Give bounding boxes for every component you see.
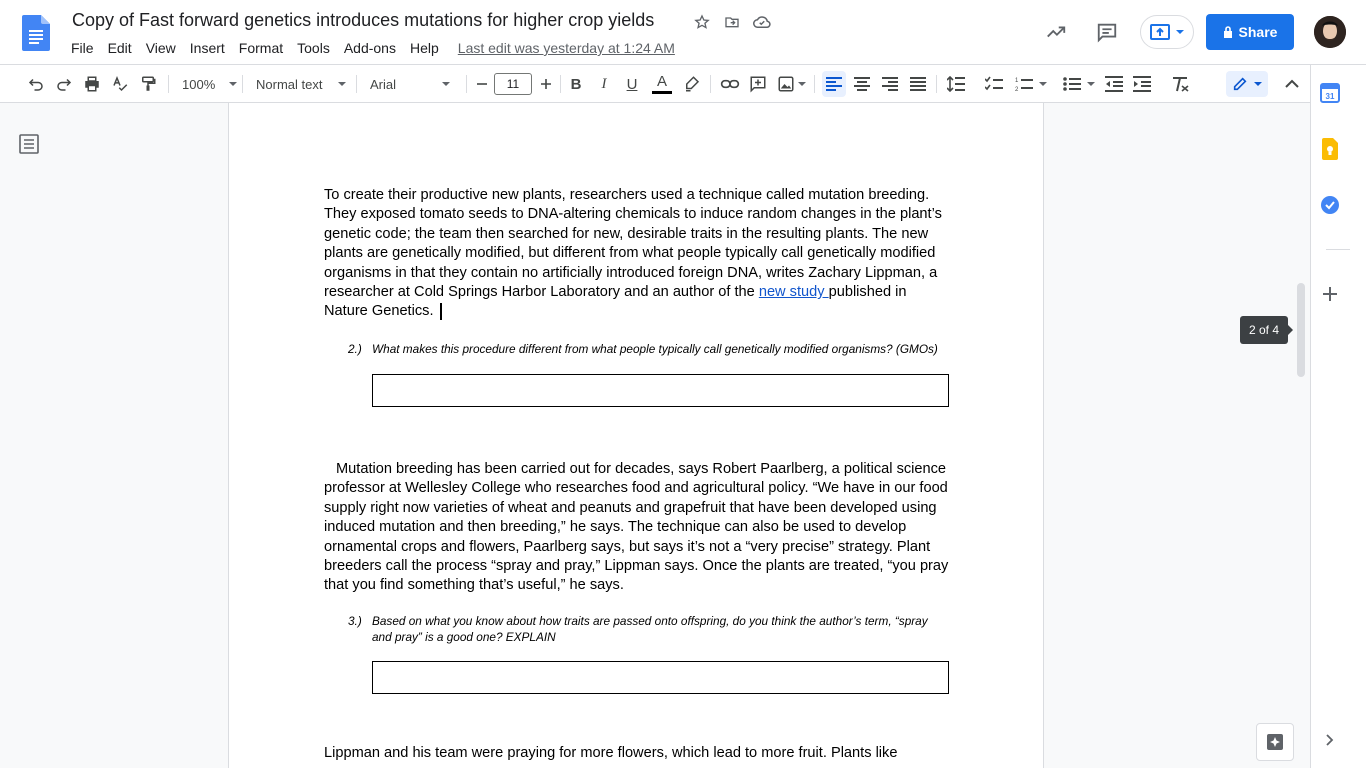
bold-icon[interactable]: B (570, 75, 582, 93)
side-panel (1310, 65, 1366, 768)
app-header (0, 0, 1366, 65)
lock-icon (1223, 26, 1233, 38)
menu-edit[interactable]: Edit (107, 40, 132, 56)
explore-icon[interactable] (1256, 723, 1294, 761)
expand-panel-icon[interactable] (1318, 728, 1342, 752)
answer-box-2[interactable] (372, 374, 949, 407)
menu-format[interactable]: Format (238, 40, 284, 56)
insert-image-icon[interactable] (774, 71, 808, 97)
activity-trend-icon[interactable] (1042, 18, 1070, 46)
para1-tail: published in Nature Genetics. (324, 284, 907, 320)
toolbar (0, 65, 1310, 103)
bulleted-list-icon[interactable] (1058, 71, 1100, 97)
chevron-down-icon (1176, 30, 1184, 34)
share-label: Share (1238, 24, 1278, 40)
decrease-font-size-button[interactable] (472, 71, 492, 97)
italic-icon[interactable]: I (601, 75, 607, 92)
document-title[interactable]: Copy of Fast forward genetics introduces mutations for higher crop yields (72, 10, 655, 30)
zoom-select[interactable] (176, 71, 238, 97)
question-2 (348, 342, 948, 358)
align-center-icon[interactable] (850, 71, 874, 97)
docs-logo-icon[interactable] (22, 15, 50, 51)
checklist-icon[interactable] (982, 71, 1006, 97)
question-number: 3.) (348, 614, 362, 628)
line-spacing-icon[interactable] (944, 71, 968, 97)
text-cursor (440, 303, 442, 320)
outline-icon[interactable] (19, 134, 39, 154)
menu-insert[interactable]: Insert (189, 40, 225, 56)
font-select[interactable] (364, 71, 462, 97)
cloud-saved-icon[interactable] (752, 12, 772, 32)
style-value: Normal text (256, 76, 323, 92)
last-edit-link[interactable]: Last edit was yesterday at 1:24 AM (457, 40, 675, 56)
scrollbar[interactable] (1297, 283, 1305, 377)
svg-text:1: 1 (1015, 78, 1019, 84)
calendar-icon[interactable] (1318, 81, 1342, 105)
question-3 (348, 614, 948, 645)
paragraph-1[interactable] (324, 186, 952, 322)
clear-formatting-icon[interactable] (1168, 71, 1192, 97)
tasks-icon[interactable] (1318, 193, 1342, 217)
zoom-value: 100% (182, 76, 216, 92)
page-indicator: 2 of 4 (1240, 316, 1288, 344)
share-button[interactable] (1206, 14, 1294, 50)
menu-addons[interactable]: Add-ons (343, 40, 396, 56)
align-left-icon[interactable] (822, 71, 846, 97)
spellcheck-icon[interactable] (108, 71, 132, 97)
answer-box-3[interactable] (372, 661, 949, 694)
increase-indent-icon[interactable] (1130, 71, 1154, 97)
justify-icon[interactable] (906, 71, 930, 97)
font-value: Arial (370, 76, 397, 92)
align-right-icon[interactable] (878, 71, 902, 97)
increase-font-size-button[interactable] (536, 71, 556, 97)
underline-icon[interactable]: U (626, 75, 638, 93)
numbered-list-icon[interactable] (1010, 71, 1052, 97)
new-study-link[interactable]: new study (758, 284, 829, 301)
question-number: 2.) (348, 342, 362, 356)
question-text: Based on what you know about how traits are passed onto offspring, do you think the author’s term, “spray and pray” is a good one? EXPLAIN (372, 614, 928, 644)
font-size-value: 11 (506, 77, 520, 91)
svg-text:2: 2 (1015, 87, 1019, 92)
present-icon (1150, 24, 1170, 40)
star-icon[interactable] (692, 12, 712, 32)
editing-mode-icon[interactable] (1226, 71, 1268, 97)
font-size-input[interactable] (494, 73, 532, 95)
para1-text: To create their productive new plants, researchers used a technique called mutation breeding. They exposed tomato seeds to DNA-altering chemicals to induce random changes in the plant’s genetic code; the team then searched for new, desirable traits in the resulting plants. The new plants are genetically modified, but different from what people typically call genetically modified organisms in that they contain no artificially introduced foreign DNA, writes Zachary Lippman, a researcher at Cold Springs Harbor Laboratory and an author of the (324, 187, 942, 301)
keep-icon[interactable] (1318, 137, 1342, 161)
link-icon[interactable] (718, 71, 742, 97)
menu-file[interactable]: File (71, 40, 94, 56)
svg-text:31: 31 (1325, 92, 1335, 101)
decrease-indent-icon[interactable] (1102, 71, 1126, 97)
text-color-icon[interactable]: A (650, 71, 674, 97)
comment-icon[interactable] (1093, 18, 1121, 46)
avatar[interactable] (1314, 16, 1346, 48)
menu-help[interactable]: Help (409, 40, 439, 56)
collapse-icon[interactable] (1280, 71, 1304, 97)
paragraph-3[interactable]: Lippman and his team were praying for more flowers, which lead to more fruit. Plants like (324, 745, 898, 761)
menu-tools[interactable]: Tools (297, 40, 330, 56)
move-folder-icon[interactable] (722, 12, 742, 32)
paint-format-icon[interactable] (136, 71, 160, 97)
redo-icon[interactable] (52, 71, 76, 97)
present-button[interactable] (1140, 15, 1194, 49)
undo-icon[interactable] (24, 71, 48, 97)
add-comment-icon[interactable] (746, 71, 770, 97)
print-icon[interactable] (80, 71, 104, 97)
menu-view[interactable]: View (145, 40, 176, 56)
paragraph-2[interactable]: Mutation breeding has been carried out for decades, says Robert Paarlberg, a political science professor at Wellesley College who researches food and agricultural policy. “We have in our food supply right now varieties of wheat and peanuts and grapefruit that have been developed using induced mutation and then breeding,” he says. The technique can also be used to develop ornamental crops and flowers, Paarlberg says, but says it’s not a “very precise” strategy. Plant breeders call the process “spray and pray,” Lippman says. Once the plants are treated, “you pray that you find something that’s useful,” he says. (324, 461, 949, 594)
highlight-icon[interactable] (680, 71, 704, 97)
side-panel-divider (1326, 249, 1350, 250)
menu-bar (64, 38, 675, 58)
add-icon[interactable] (1318, 282, 1342, 306)
question-text: What makes this procedure different from what people typically call genetically modified organisms? (GMOs) (372, 342, 938, 356)
paragraph-style-select[interactable] (250, 71, 350, 97)
